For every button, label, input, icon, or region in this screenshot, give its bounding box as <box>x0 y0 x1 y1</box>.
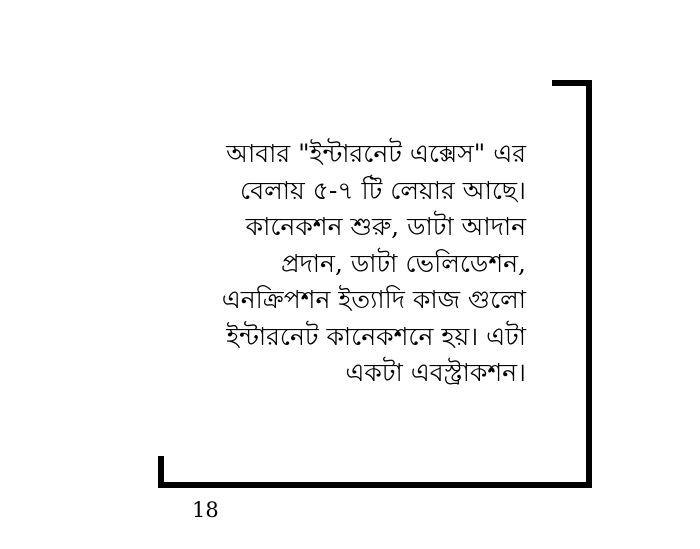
paragraph-line: ইন্টারনেট কানেকশনে হয়। এটা <box>226 321 526 351</box>
bracket-left-segment <box>158 456 164 488</box>
paragraph-line: আবার "ইন্টারনেট এক্সেস" এর <box>226 139 526 168</box>
paragraph-line: একটা এবস্ট্রাকশন। <box>345 358 526 387</box>
paragraph-line: এনক্রিপশন ইত্যাদি কাজ গুলো <box>221 285 526 314</box>
paragraph-line: কানেকশন শুরু, ডাটা আদান <box>245 212 526 241</box>
bracket-right-segment <box>586 80 592 488</box>
bracket-bottom-segment <box>158 482 592 488</box>
paragraph-line: প্রদান, ডাটা ভেলিডেশন, <box>281 248 526 278</box>
paragraph-line: বেলায় ৫-৭ টি লেয়ার আছে। <box>240 175 526 205</box>
body-paragraph <box>160 136 526 392</box>
page-number: 18 <box>192 498 219 522</box>
